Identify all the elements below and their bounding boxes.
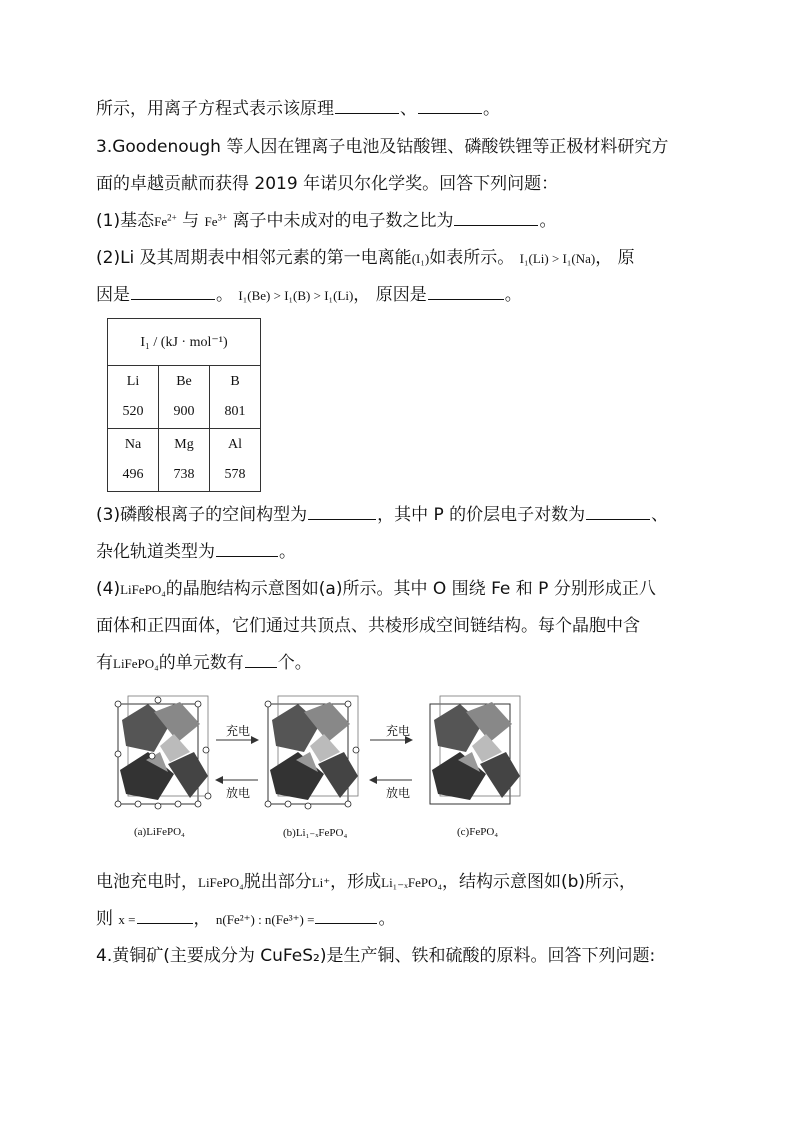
table-cell: Na 496 bbox=[108, 429, 159, 492]
caption-a: (a)LiFePO₄ bbox=[134, 826, 185, 838]
unit-cell-a bbox=[115, 696, 211, 809]
table-cell: Be 900 bbox=[159, 366, 210, 429]
answer-blank[interactable] bbox=[586, 504, 650, 520]
answer-blank[interactable] bbox=[335, 98, 399, 114]
caption-c: (c)FePO₄ bbox=[457, 826, 499, 838]
table-cell: Li 520 bbox=[108, 366, 159, 429]
q3-intro-line2: 面的卓越贡献而获得 2019 年诺贝尔化学奖。回答下列问题： bbox=[96, 174, 559, 194]
discharge-label: 放电 bbox=[386, 786, 411, 800]
unit-cell-b bbox=[265, 696, 359, 809]
q3-part1: (1)基态$Fe^{2+}$ 与 $Fe^{3+}$ 离子中未成对的电子数之比为 。 bbox=[96, 211, 557, 231]
q3-part2-line2: 因是 。 I₁(Be) > I₁(B) > I₁(Li)， 原因是 。 bbox=[96, 285, 522, 305]
q4-intro: 4.黄铜矿(主要成分为 CuFeS₂)是生产铜、铁和硫酸的原料。回答下列问题: bbox=[96, 946, 656, 966]
q3-part4-line1: (4)LiFePO₄的晶胞结构示意图如(a)所示。其中 O 围绕 Fe 和 P 分别形成正八 bbox=[96, 579, 656, 599]
table-cell: Al 578 bbox=[210, 429, 261, 492]
q3-part2-line1: (2)Li 及其周期表中相邻元素的第一电离能(I₁)如表所示。 I₁(Li) > I₁(Na)， 原 bbox=[96, 248, 635, 268]
caption-b: (b)Li₁₋ₓFePO₄ bbox=[283, 827, 348, 839]
table-cell: B 801 bbox=[210, 366, 261, 429]
q3-part3-line1: (3)磷酸根离子的空间构型为 ，其中 P 的价层电子对数为 、 bbox=[96, 505, 669, 525]
charge-label: 充电 bbox=[386, 724, 411, 738]
answer-blank[interactable] bbox=[216, 541, 278, 557]
answer-blank[interactable] bbox=[137, 908, 193, 924]
answer-blank[interactable] bbox=[428, 284, 504, 300]
q3-intro-line1: 3.Goodenough 等人因在锂离子电池及钴酸锂、磷酸铁锂等正极材料研究方 bbox=[96, 137, 669, 157]
q3-part4-charge-line1: 电池充电时，LiFePO₄脱出部分Li⁺，形成Li₁₋ₓFePO₄，结构示意图如(b)所示， bbox=[96, 872, 637, 892]
answer-blank[interactable] bbox=[308, 504, 376, 520]
answer-blank[interactable] bbox=[315, 908, 377, 924]
answer-blank[interactable] bbox=[454, 210, 538, 226]
q3-part4-line3: 有LiFePO₄的单元数有 个。 bbox=[96, 653, 312, 673]
charge-label: 充电 bbox=[226, 724, 251, 738]
formula-be-b-li: I₁(Be) > I₁(B) > I₁(Li) bbox=[238, 288, 354, 303]
ionization-energy-table bbox=[107, 318, 261, 492]
q3-part3-line2: 杂化轨道类型为 。 bbox=[96, 542, 296, 562]
unit-cell-c bbox=[430, 696, 520, 804]
q3-part4-charge-line2: 则 x = ， n(Fe²⁺) : n(Fe³⁺) = 。 bbox=[96, 909, 396, 929]
answer-blank[interactable] bbox=[245, 652, 277, 668]
q3-part4-line2: 面体和正四面体，它们通过共顶点、共棱形成空间链结构。每个晶胞中含 bbox=[96, 616, 640, 636]
table-cell: Mg 738 bbox=[159, 429, 210, 492]
answer-blank[interactable] bbox=[418, 98, 482, 114]
discharge-label: 放电 bbox=[226, 786, 251, 800]
formula-li-na: I₁(Li) > I₁(Na) bbox=[519, 251, 596, 266]
table-header: I₁ / (kJ · mol⁻¹) bbox=[108, 319, 261, 366]
crystal-structure-figure bbox=[108, 690, 532, 840]
answer-blank[interactable] bbox=[131, 284, 215, 300]
text-line-continuation: 所示，用离子方程式表示该原理 、 。 bbox=[96, 99, 500, 119]
